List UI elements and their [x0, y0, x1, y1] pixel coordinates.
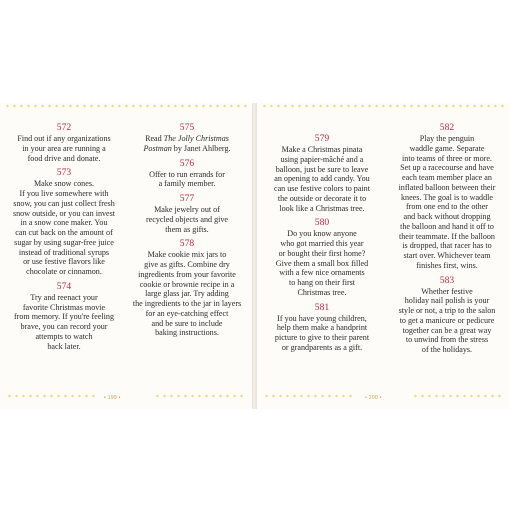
left-page: [0, 103, 252, 409]
tip-number: 581: [314, 301, 330, 313]
tip-number: 574: [56, 280, 72, 292]
tip-574: [2, 282, 126, 352]
tip-572: [2, 123, 126, 163]
left-page-column-2: [124, 123, 250, 343]
right-page-column-1: [259, 134, 385, 358]
tip-573: [2, 168, 126, 277]
tip-575: [124, 123, 250, 154]
tip-text: Make cookie mix jars to give as gifts. Combine dry ingredients from your favorite cookie or brownie recipe in a large glass jar. Try adding the ingredients to the jar in layers for an eye-catching effect and be sure to include baking instructions.: [132, 250, 242, 338]
tip-text: Play the penguin waddle game. Separate into teams of three or more. Set up a racecourse and have each team member place an inflated balloon between their knees. The goal is to waddle from one end to the other and back without dropping the balloon and hand it off to their teammate. If the balloon is dropped, that racer has to start over. Whichever team finishes first, wins.: [398, 134, 496, 270]
tip-text: [124, 134, 250, 154]
tip-number: 578: [179, 238, 195, 250]
bottom-dot-border-right: [412, 394, 504, 398]
left-page-column-1: [2, 123, 126, 356]
tip-581: [259, 303, 385, 353]
tip-text: If you have young children, help them make a handprint picture to give to their parent or grandparents as a gift.: [274, 313, 370, 352]
tip-text: Offer to run errands for a family member.: [149, 169, 225, 189]
tip-text: Find out if any organizations in your area are running a food drive and donate.: [17, 134, 111, 163]
bottom-dot-border-left: [263, 394, 355, 398]
tip-text: Make jewelry out of recycled objects and give them as gifts.: [145, 205, 229, 234]
tip-number: 582: [439, 122, 455, 133]
tip-number: 576: [179, 157, 195, 169]
tip-580: [259, 218, 385, 297]
book-title: The Jolly Christmas Postman: [143, 134, 229, 153]
tip-579: [259, 134, 385, 213]
tip-576: [124, 159, 250, 190]
tip-number: 580: [314, 217, 330, 229]
right-page: [257, 103, 510, 409]
right-page-column-2: [384, 123, 510, 360]
tip-text-tail: by Janet Ahlberg.: [171, 143, 231, 153]
tip-number: 575: [179, 122, 195, 133]
tip-number: 583: [439, 274, 455, 286]
top-dot-border: [261, 104, 506, 108]
tip-577: [124, 194, 250, 234]
page-number: • 199 •: [104, 395, 121, 401]
tip-text: Whether festive holiday nail polish is your style or not, a trip to the salon to get a manicure or pedicure together can be a great way to unwind from the stress of the holidays.: [398, 286, 496, 354]
tip-582: [384, 123, 510, 271]
tip-text-lead: Read: [145, 134, 164, 143]
bottom-dot-border-right: [154, 394, 246, 398]
bottom-dot-border-left: [6, 394, 98, 398]
tip-text: Do you know anyone who got married this year or bought their first home? Give them a small box filled with a few nice ornaments to hang on their first Christmas tree.: [275, 229, 369, 297]
book-spread: [0, 103, 510, 409]
tip-number: 572: [56, 122, 72, 133]
tip-578: [124, 239, 250, 338]
tip-number: 579: [314, 133, 330, 144]
tip-text: Make a Christmas pinata using papier-mâché and a balloon, just be sure to leave an opening to add candy. You can use festive colors to paint the outside or decorate it to look like a Christmas tree.: [274, 145, 370, 213]
page-number: • 200 •: [365, 395, 382, 401]
tip-text: Try and reenact your favorite Christmas movie from memory. If you're feeling brave, you can record your attempts to watch back later.: [13, 292, 115, 351]
tip-583: [384, 276, 510, 355]
tip-number: 573: [56, 167, 72, 179]
top-dot-border: [4, 104, 248, 108]
tip-number: 577: [179, 193, 195, 204]
tip-text: Make snow cones. If you live somewhere with snow, you can just collect fresh snow outside, or you can invest in a snow cone maker. You can cut back on the amount of sugar by using sugar-free juice instead of traditional syrups or use festive flavors like chocolate or cinnamon.: [12, 179, 116, 276]
